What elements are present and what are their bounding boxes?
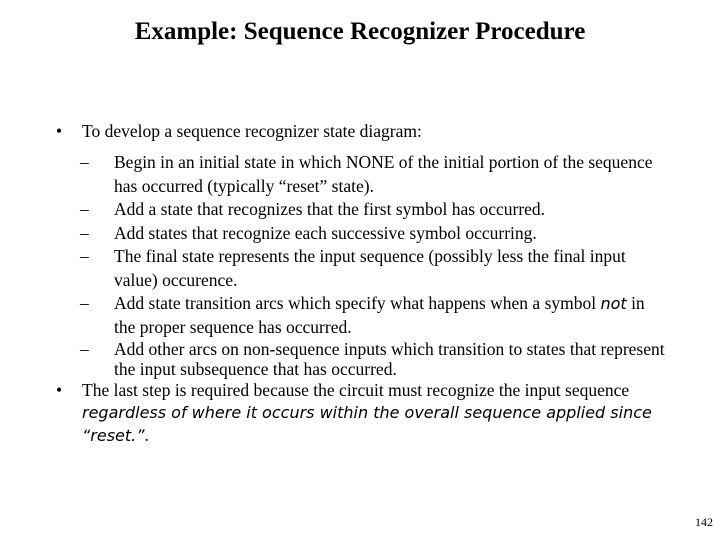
sub-item-text: Add a state that recognizes that the first symbol has occurred. [114, 199, 546, 219]
sub-item [80, 339, 666, 379]
bullet-text-part1: The last step is required because the circuit must recognize the input sequence [82, 380, 630, 400]
dash-marker: – [80, 152, 89, 172]
slide-content [56, 119, 666, 447]
sub-item [80, 222, 666, 246]
sub-list [80, 151, 666, 379]
sub-item-text: Begin in an initial state in which NONE of the initial portion of the sequence has occurred (typically “reset” state). [114, 152, 653, 196]
sub-item-text: The final state represents the input sequence (possibly less the final input value) occurence. [114, 246, 626, 290]
bullet-item [56, 119, 666, 143]
dash-marker: – [80, 293, 89, 313]
sub-item [80, 245, 666, 292]
sub-item [80, 292, 666, 339]
dash-marker: – [80, 339, 89, 359]
page-number: 142 [695, 515, 713, 529]
bullet-text [82, 380, 652, 445]
dash-marker: – [80, 199, 89, 219]
bullet-text-part2: . [144, 425, 149, 445]
bullet-item [56, 379, 666, 447]
sub-item [80, 151, 666, 198]
slide-title: Example: Sequence Recognizer Procedure [134, 18, 586, 45]
sub-item-text-after: in the proper sequence has occurred. [114, 293, 645, 337]
bullet-marker: • [56, 380, 63, 400]
emphasis-regardless: regardless of where it occurs within the overall sequence applied since “reset.” [82, 403, 652, 445]
sub-item-text: Add other arcs on non-sequence inputs which transition to states that represent the input subsequence that has occurred. [114, 339, 665, 379]
emphasis-not: not [600, 294, 627, 313]
sub-item-text [114, 293, 645, 337]
dash-marker: – [80, 222, 89, 243]
bullet-marker: • [56, 121, 63, 141]
dash-marker: – [80, 246, 89, 266]
sub-item [80, 198, 666, 222]
sub-item-text: Add states that recognize each successive symbol occurring. [114, 222, 537, 243]
bullet-text: To develop a sequence recognizer state diagram: [82, 121, 422, 141]
sub-item-text-before: Add state transition arcs which specify what happens when a symbol [114, 293, 601, 313]
